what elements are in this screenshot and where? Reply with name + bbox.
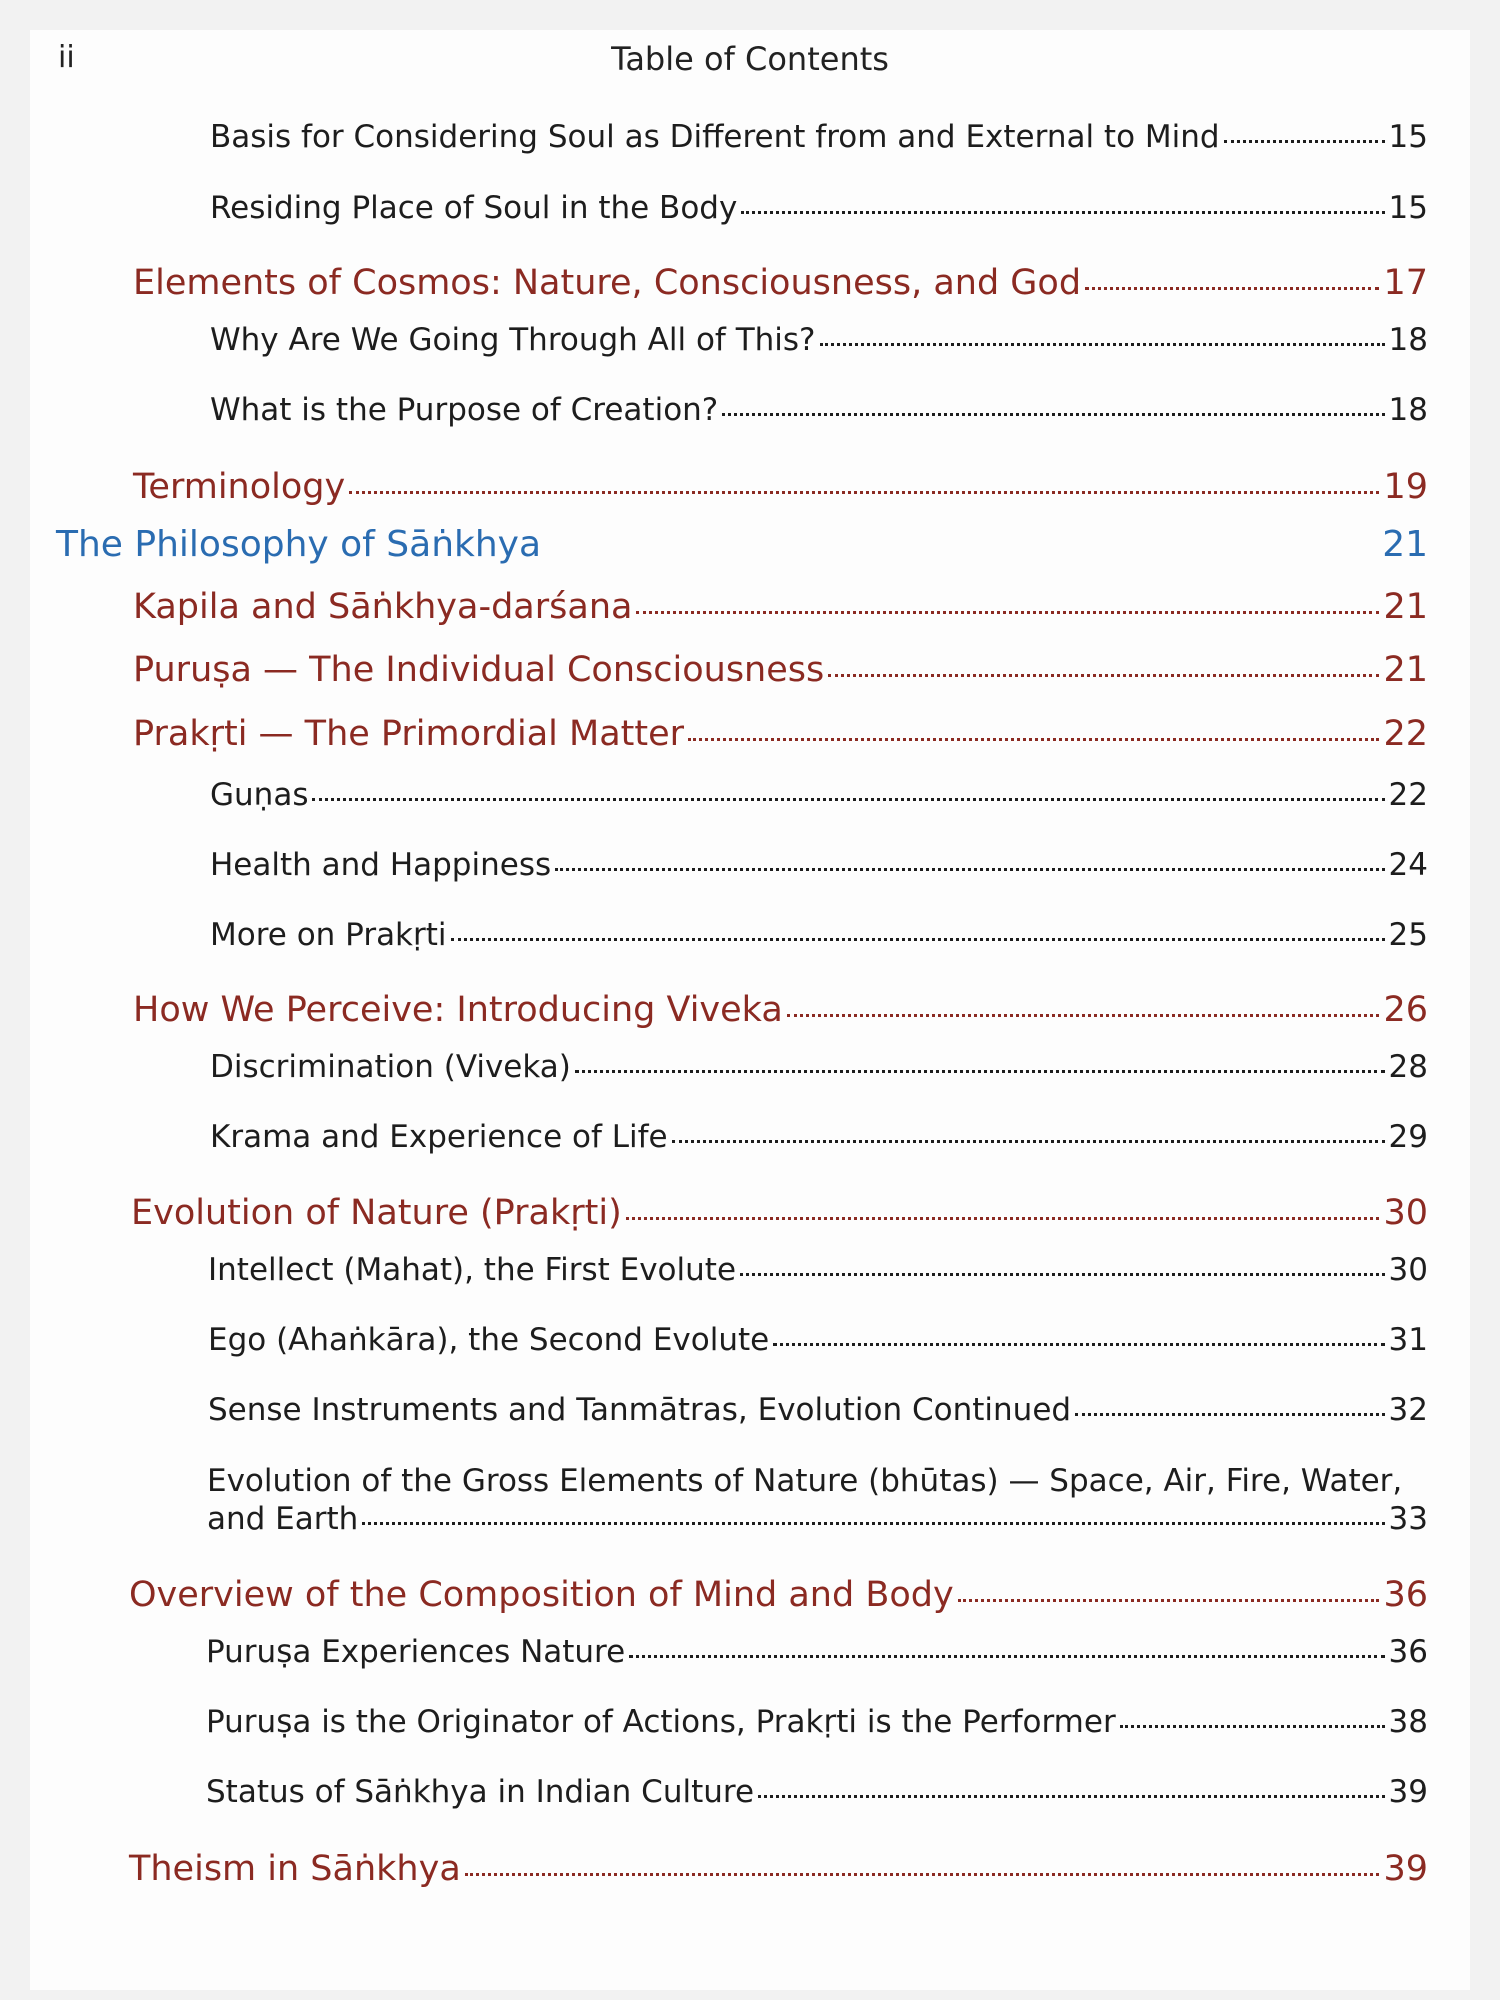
toc-entry-title: Residing Place of Soul in the Body	[210, 190, 738, 226]
toc-entry-title-line1: Evolution of the Gross Elements of Nature (bhūtas) — Space, Air, Fire, Water,	[207, 1463, 1403, 1499]
toc-chapter-entry[interactable]	[56, 524, 1428, 565]
toc-entry-page: 33	[1388, 1501, 1428, 1537]
toc-entry-page: 21	[1383, 650, 1428, 690]
toc-entry-page: 38	[1388, 1704, 1428, 1740]
toc-entry-page: 21	[1383, 587, 1428, 627]
dot-leader	[636, 611, 1379, 614]
dot-leader	[575, 1070, 1385, 1073]
toc-entry-title: Guṇas	[210, 777, 309, 813]
dot-leader	[758, 1795, 1385, 1798]
toc-entry-title: How We Perceive: Introducing Viveka	[133, 990, 783, 1030]
toc-entry-title: Basis for Considering Soul as Different from and External to Mind	[210, 119, 1220, 155]
dot-leader	[465, 1873, 1380, 1876]
toc-entry[interactable]	[210, 190, 1428, 226]
toc-entry[interactable]	[206, 1634, 1428, 1670]
toc-entry-title: The Philosophy of Sāṅkhya	[56, 524, 542, 565]
dot-leader	[672, 1140, 1385, 1143]
toc-entry-title: Kapila and Sāṅkhya-darśana	[133, 587, 633, 627]
toc-entry-page: 15	[1388, 190, 1428, 226]
toc-entry[interactable]	[210, 322, 1428, 358]
dot-leader	[1224, 140, 1385, 143]
toc-entry-wrapped[interactable]	[207, 1462, 1428, 1538]
toc-entry-page: 36	[1388, 1634, 1428, 1670]
toc-entry-title: Status of Sāṅkhya in Indian Culture	[206, 1774, 755, 1810]
toc-entry-page: 29	[1388, 1119, 1428, 1155]
toc-entry-page: 18	[1388, 392, 1428, 428]
toc-entry-title: Ego (Ahaṅkāra), the Second Evolute	[208, 1322, 770, 1358]
toc-entry[interactable]	[210, 777, 1428, 813]
toc-entry-title: Intellect (Mahat), the First Evolute	[208, 1252, 737, 1288]
toc-entry-title: Puruṣa Experiences Nature	[206, 1634, 626, 1670]
toc-entry[interactable]	[133, 990, 1428, 1030]
dot-leader	[1075, 1413, 1384, 1416]
toc-entry-title: What is the Purpose of Creation?	[210, 392, 719, 428]
dot-leader	[312, 798, 1384, 801]
toc-entry-page: 31	[1388, 1322, 1428, 1358]
toc-entry[interactable]	[210, 847, 1428, 883]
toc-entry[interactable]	[129, 1849, 1428, 1889]
dot-leader	[773, 1343, 1384, 1346]
dot-leader	[958, 1599, 1380, 1602]
toc-entry[interactable]	[210, 1049, 1428, 1085]
toc-entry[interactable]	[133, 714, 1428, 754]
dot-leader	[1120, 1725, 1385, 1728]
toc-entry-page: 32	[1388, 1392, 1428, 1428]
dot-leader	[626, 1217, 1380, 1220]
dot-leader	[828, 674, 1379, 677]
running-title: Table of Contents	[611, 40, 889, 78]
toc-entry-title: Theism in Sāṅkhya	[129, 1849, 461, 1889]
dot-leader	[629, 1655, 1384, 1658]
toc-entry-page: 22	[1388, 777, 1428, 813]
dot-leader	[741, 211, 1384, 214]
toc-entry[interactable]	[208, 1322, 1428, 1358]
toc-entry[interactable]	[133, 650, 1428, 690]
leader-spacer	[545, 549, 1378, 552]
toc-entry-page: 21	[1382, 524, 1428, 565]
toc-entry[interactable]	[131, 1193, 1428, 1233]
toc-entry[interactable]	[208, 1392, 1428, 1428]
toc-entry-page: 22	[1383, 714, 1428, 754]
dot-leader	[740, 1273, 1385, 1276]
toc-entry-page: 18	[1388, 322, 1428, 358]
toc-entry[interactable]	[210, 917, 1428, 953]
toc-entry[interactable]	[210, 392, 1428, 428]
dot-leader	[722, 413, 1384, 416]
toc-entry-page: 39	[1388, 1774, 1428, 1810]
toc-entry-title: Terminology	[133, 467, 346, 507]
toc-entry-page: 30	[1383, 1193, 1428, 1233]
dot-leader	[820, 343, 1385, 346]
toc-entry-title: Why Are We Going Through All of This?	[210, 322, 816, 358]
toc-entry-page: 25	[1388, 917, 1428, 953]
toc-entry-page: 28	[1388, 1049, 1428, 1085]
dot-leader	[349, 491, 1379, 494]
toc-entry-title: Krama and Experience of Life	[210, 1119, 668, 1155]
toc-entry-title: Overview of the Composition of Mind and Body	[129, 1575, 954, 1615]
dot-leader	[1085, 287, 1379, 290]
toc-entry-title: Evolution of Nature (Prakṛti)	[131, 1193, 622, 1233]
page-number: ii	[58, 40, 75, 75]
toc-entry[interactable]	[206, 1774, 1428, 1810]
toc-entry-title: More on Prakṛti	[210, 917, 447, 953]
toc-entry-page: 26	[1383, 990, 1428, 1030]
toc-entry-page: 30	[1388, 1252, 1428, 1288]
toc-entry[interactable]	[133, 587, 1428, 627]
toc-entry-page: 24	[1388, 847, 1428, 883]
dot-leader	[787, 1014, 1380, 1017]
toc-entry-title-line2: and Earth	[207, 1501, 359, 1537]
dot-leader	[362, 1522, 1384, 1525]
toc-entry-title: Health and Happiness	[210, 847, 552, 883]
toc-entry[interactable]	[129, 1575, 1428, 1615]
dot-leader	[451, 938, 1385, 941]
toc-entry-title: Sense Instruments and Tanmātras, Evolution Continued	[208, 1392, 1072, 1428]
toc-entry-page: 17	[1383, 263, 1428, 303]
toc-entry-page: 19	[1383, 467, 1428, 507]
toc-entry-title: Discrimination (Viveka)	[210, 1049, 571, 1085]
dot-leader	[555, 868, 1384, 871]
toc-entry-title: Puruṣa — The Individual Consciousness	[133, 650, 825, 690]
toc-entry[interactable]	[210, 1119, 1428, 1155]
toc-entry-title: Prakṛti — The Primordial Matter	[133, 714, 685, 754]
toc-entry[interactable]	[206, 1704, 1428, 1740]
dot-leader	[688, 738, 1379, 741]
toc-entry-page: 36	[1383, 1575, 1428, 1615]
toc-entry[interactable]	[133, 467, 1428, 507]
toc-entry[interactable]	[133, 263, 1428, 303]
toc-entry-title: Puruṣa is the Originator of Actions, Prakṛti is the Performer	[206, 1704, 1116, 1740]
toc-entry-title: Elements of Cosmos: Nature, Consciousness, and God	[133, 263, 1082, 303]
toc-entry-page: 15	[1388, 119, 1428, 155]
toc-entry[interactable]	[210, 119, 1428, 155]
toc-entry-page: 39	[1383, 1849, 1428, 1889]
toc-entry[interactable]	[208, 1252, 1428, 1288]
